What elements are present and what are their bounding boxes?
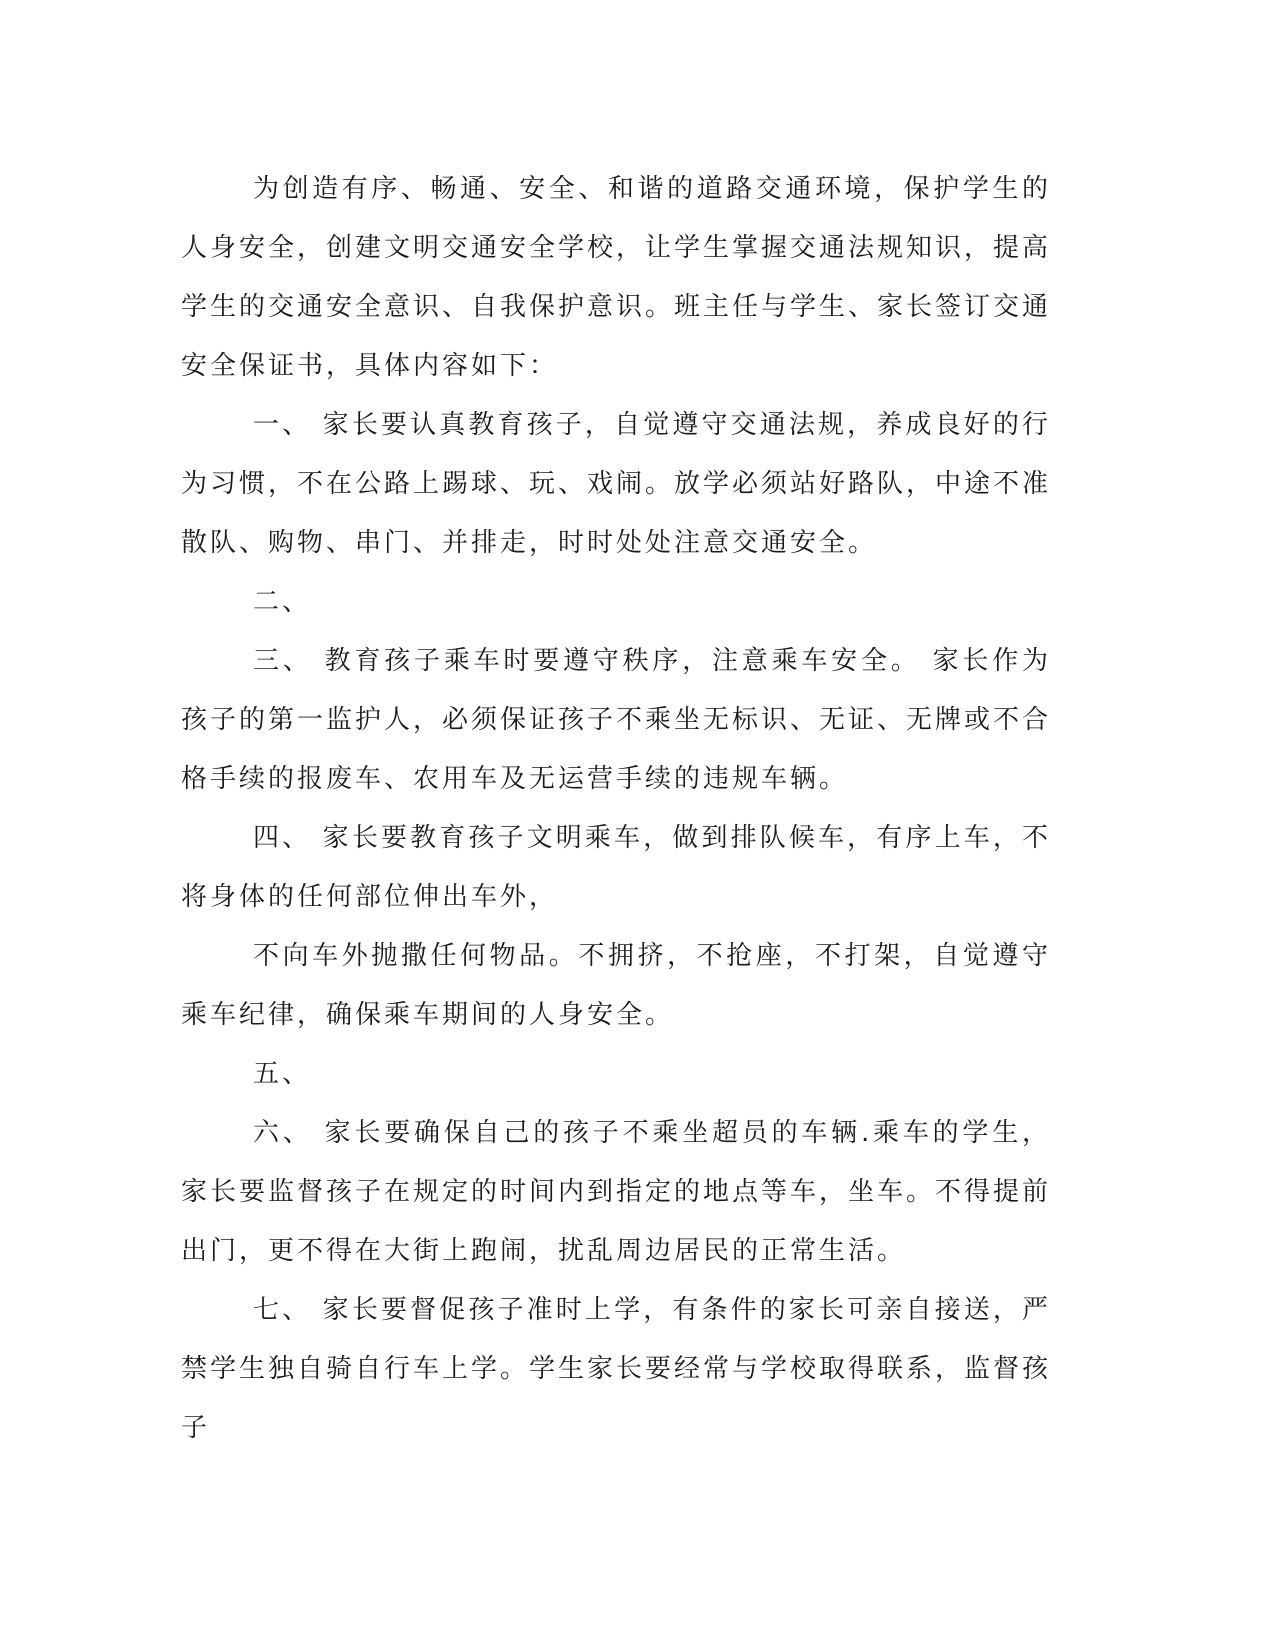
document-body: [181, 160, 1051, 1458]
clause-1-paragraph: 一、 家长要认真教育孩子，自觉遵守交通法规，养成良好的行为习惯，不在公路上踢球、玩、戏闹。放学必须站好路队，中途不准散队、购物、串门、并排走，时时处处注意交通安全。: [181, 410, 1052, 558]
clause-7-paragraph: 七、 家长要督促孩子准时上学，有条件的家长可亲自接送，严禁学生独自骑自行车上学。学生家长要经常与学校取得联系，监督孩子: [181, 1295, 1052, 1443]
clause-2-paragraph: 二、: [253, 587, 312, 617]
clause-4-paragraph: 四、 家长要教育孩子文明乘车，做到排队候车，有序上车，不将身体的任何部位伸出车外，: [181, 823, 1051, 912]
clause-4-continuation-paragraph: 不向车外抛撒任何物品。不拥挤，不抢座，不打架，自觉遵守乘车纪律，确保乘车期间的人身安全。: [181, 941, 1051, 1030]
intro-paragraph: 为创造有序、畅通、安全、和谐的道路交通环境，保护学生的人身安全，创建文明交通安全学校，让学生掌握交通法规知识，提高学生的交通安全意识、自我保护意识。班主任与学生、家长签订交通安全保证书，具体内容如下：: [181, 174, 1052, 381]
clause-5-paragraph: 五、: [253, 1059, 312, 1089]
clause-3-paragraph: 三、 教育孩子乘车时要遵守秩序，注意乘车安全。 家长作为孩子的第一监护人，必须保证孩子不乘坐无标识、无证、无牌或不合格手续的报废车、农用车及无运营手续的违规车辆。: [181, 646, 1052, 794]
clause-6-paragraph: 六、 家长要确保自己的孩子不乘坐超员的车辆.乘车的学生，家长要监督孩子在规定的时间内到指定的地点等车，坐车。不得提前出门，更不得在大街上跑闹，扰乱周边居民的正常生活。: [181, 1118, 1052, 1266]
